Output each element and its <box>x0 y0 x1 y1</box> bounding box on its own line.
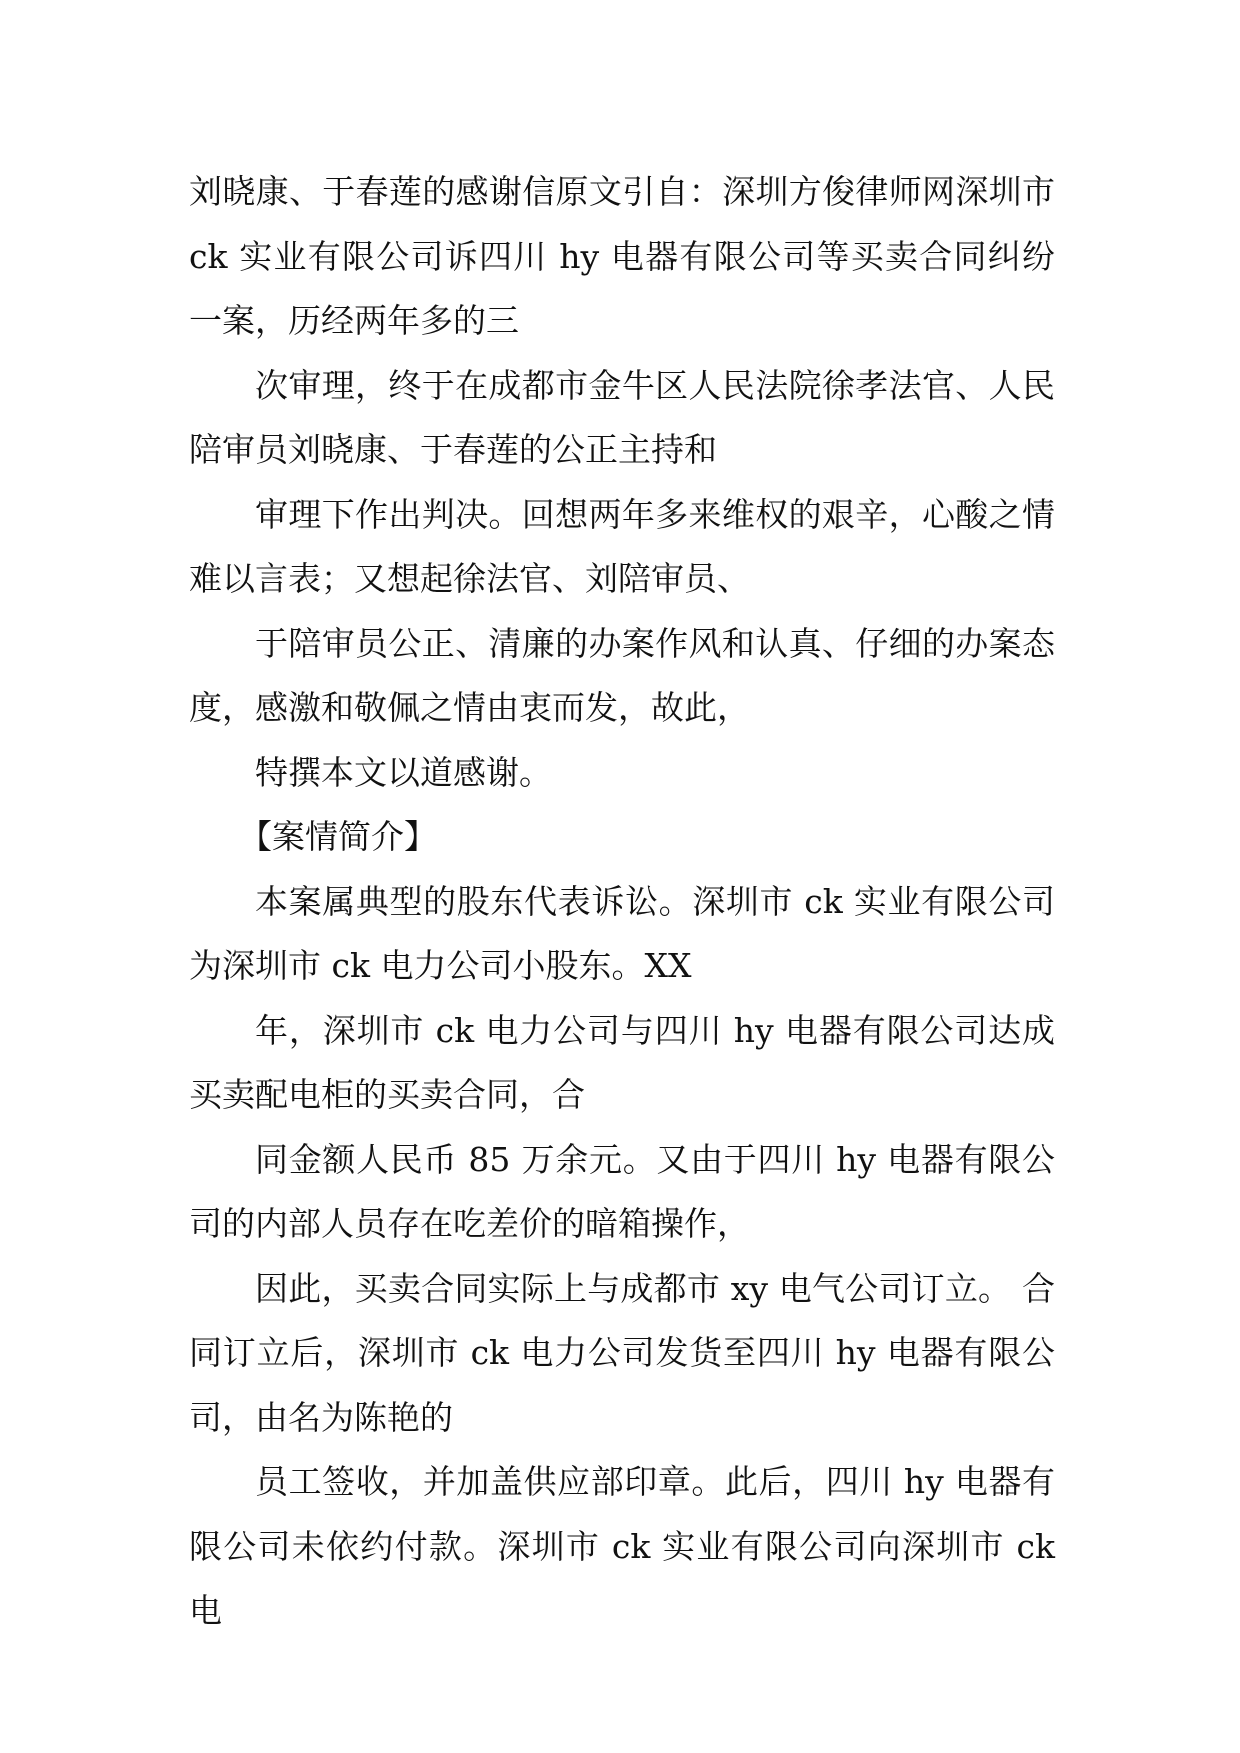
paragraph-trial: 次审理，终于在成都市金牛区人民法院徐孝法官、人民陪审员刘晓康、于春莲的公正主持和 <box>189 365 1055 469</box>
paragraph-gratitude: 于陪审员公正、清廉的办案作风和认真、仔细的办案态度，感激和敬佩之情由衷而发，故此， <box>189 623 1055 727</box>
paragraph-nonpayment: 员工签收，并加盖供应部印章。此后，四川 hy 电器有限公司未依约付款。深圳市 ck 实业有限公司向深圳市 ck 电 <box>189 1462 1055 1630</box>
paragraph-judgment: 审理下作出判决。回想两年多来维权的艰辛，心酸之情难以言表；又想起徐法官、刘陪审员、 <box>189 494 1055 598</box>
paragraph-case-type: 本案属典型的股东代表诉讼。深圳市 ck 实业有限公司为深圳市 ck 电力公司小股东。XX <box>189 881 1055 985</box>
paragraph-contract: 年，深圳市 ck 电力公司与四川 hy 电器有限公司达成买卖配电柜的买卖合同，合 <box>189 1010 1055 1114</box>
paragraph-delivery: 因此，买卖合同实际上与成都市 xy 电气公司订立。 合同订立后，深圳市 ck 电力公司发货至四川 hy 电器有限公司，由名为陈艳的 <box>189 1268 1055 1437</box>
paragraph-amount: 同金额人民币 85 万余元。又由于四川 hy 电器有限公司的内部人员存在吃差价的暗箱操作， <box>189 1139 1055 1243</box>
section-heading-case-summary: 【案情简介】 <box>239 817 437 856</box>
paragraph-intro: 刘晓康、于春莲的感谢信原文引自：深圳方俊律师网深圳市 ck 实业有限公司诉四川 hy 电器有限公司等买卖合同纠纷一案，历经两年多的三 <box>189 172 1055 340</box>
document-body <box>189 160 1055 1644</box>
paragraph-thanks: 特撰本文以道感谢。 <box>255 752 552 792</box>
